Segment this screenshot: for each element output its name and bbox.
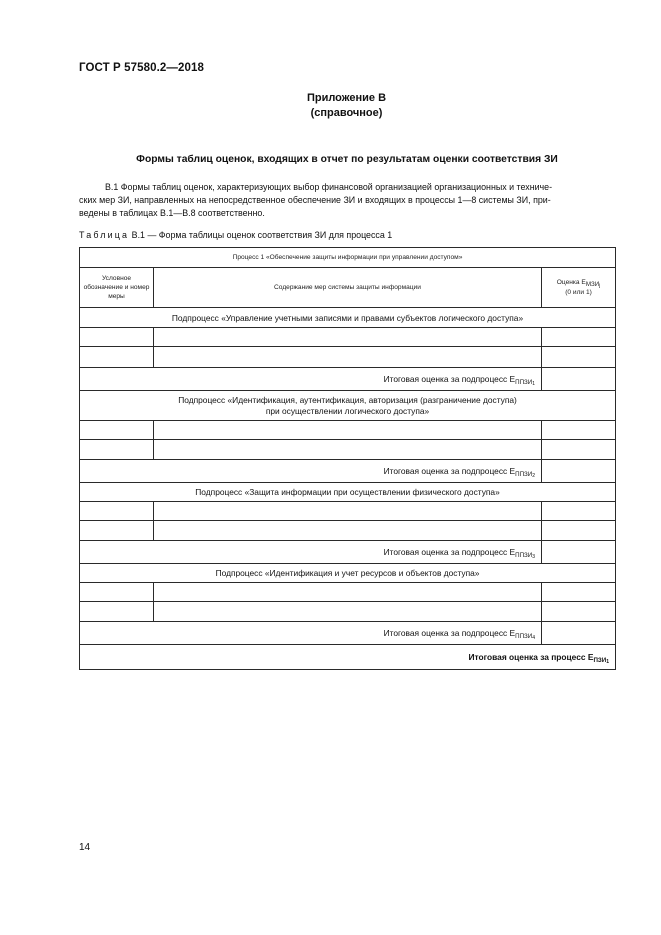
measure-content-cell[interactable] <box>154 421 542 440</box>
measure-content-cell[interactable] <box>154 521 542 541</box>
subprocess-title: Подпроцесс «Идентификация, аутентификация, авторизация (разграничение доступа) при осуществлении логического доступа» <box>80 391 616 421</box>
assessment-table <box>79 247 616 670</box>
column-header-number: Условное обозначение и номер меры <box>80 268 154 308</box>
measure-number-cell[interactable] <box>80 421 154 440</box>
measure-number-cell[interactable] <box>80 521 154 541</box>
measure-number-cell[interactable] <box>80 347 154 368</box>
measure-content-cell[interactable] <box>154 328 542 347</box>
paragraph-line: ских мер ЗИ, направленных на непосредственное обеспечение ЗИ и входящих в процессы 1—8 системы ЗИ, при- <box>79 195 551 205</box>
table-caption <box>79 230 392 240</box>
table-caption-text: В.1 — Форма таблицы оценок соответствия ЗИ для процесса 1 <box>131 230 393 240</box>
appendix-title: Приложение В <box>306 92 387 104</box>
measure-score-cell[interactable] <box>542 440 616 460</box>
subprocess-title: Подпроцесс «Защита информации при осуществлении физического доступа» <box>80 483 616 502</box>
process-total-label: Итоговая оценка за процесс $E_{ПЗИ1}$ <box>80 645 616 670</box>
measure-content-cell[interactable] <box>154 347 542 368</box>
subprocess-total-label: Итоговая оценка за подпроцесс $E_{ППЗИ2}$ <box>80 460 542 483</box>
measure-number-cell[interactable] <box>80 602 154 622</box>
subprocess-title: Подпроцесс «Идентификация и учет ресурсов и объектов доступа» <box>80 564 616 583</box>
subprocess-total-value[interactable] <box>542 460 616 483</box>
paragraph-line: В.1 Формы таблиц оценок, характеризующих выбор финансовой организацией организационных и техниче- <box>105 182 553 192</box>
process-header-cell <box>80 248 616 268</box>
measure-number-cell[interactable] <box>80 583 154 602</box>
paragraph-line: ведены в таблицах В.1—В.8 соответственно. <box>79 208 265 218</box>
measure-score-cell[interactable] <box>542 328 616 347</box>
page-number: 14 <box>79 842 91 853</box>
appendix-subtitle: (справочное) <box>310 107 383 119</box>
appendix-heading <box>0 91 661 121</box>
subprocess-total-label: Итоговая оценка за подпроцесс $E_{ППЗИ4}$ <box>80 622 542 645</box>
column-header-score: Оценка $EМЗИ_j$ (0 или 1) <box>542 268 616 308</box>
process-header: Процесс 1 «Обеспечение защиты информации при управлении доступом» <box>232 254 463 261</box>
measure-content-cell[interactable] <box>154 583 542 602</box>
measure-number-cell[interactable] <box>80 440 154 460</box>
measure-score-cell[interactable] <box>542 521 616 541</box>
measure-number-cell[interactable] <box>80 502 154 521</box>
subprocess-total-label: Итоговая оценка за подпроцесс $E_{ППЗИ3}$ <box>80 541 542 564</box>
measure-content-cell[interactable] <box>154 440 542 460</box>
document-code: ГОСТ Р 57580.2—2018 <box>79 62 204 74</box>
subprocess-total-value[interactable] <box>542 541 616 564</box>
body-paragraph <box>79 181 615 220</box>
measure-score-cell[interactable] <box>542 602 616 622</box>
measure-content-cell[interactable] <box>154 602 542 622</box>
section-title: Формы таблиц оценок, входящих в отчет по результатам оценки соответствия ЗИ <box>136 154 558 165</box>
measure-score-cell[interactable] <box>542 347 616 368</box>
subprocess-total-value[interactable] <box>542 622 616 645</box>
measure-score-cell[interactable] <box>542 502 616 521</box>
subprocess-total-value[interactable] <box>542 368 616 391</box>
measure-score-cell[interactable] <box>542 421 616 440</box>
subprocess-total-label: Итоговая оценка за подпроцесс $E_{ППЗИ1}$ <box>80 368 542 391</box>
column-header-content: Содержание мер системы защиты информации <box>154 268 542 308</box>
measure-number-cell[interactable] <box>80 328 154 347</box>
measure-content-cell[interactable] <box>154 502 542 521</box>
measure-score-cell[interactable] <box>542 583 616 602</box>
table-caption-label: Таблица <box>79 230 130 240</box>
subprocess-title: Подпроцесс «Управление учетными записями и правами субъектов логического доступа» <box>80 308 616 328</box>
